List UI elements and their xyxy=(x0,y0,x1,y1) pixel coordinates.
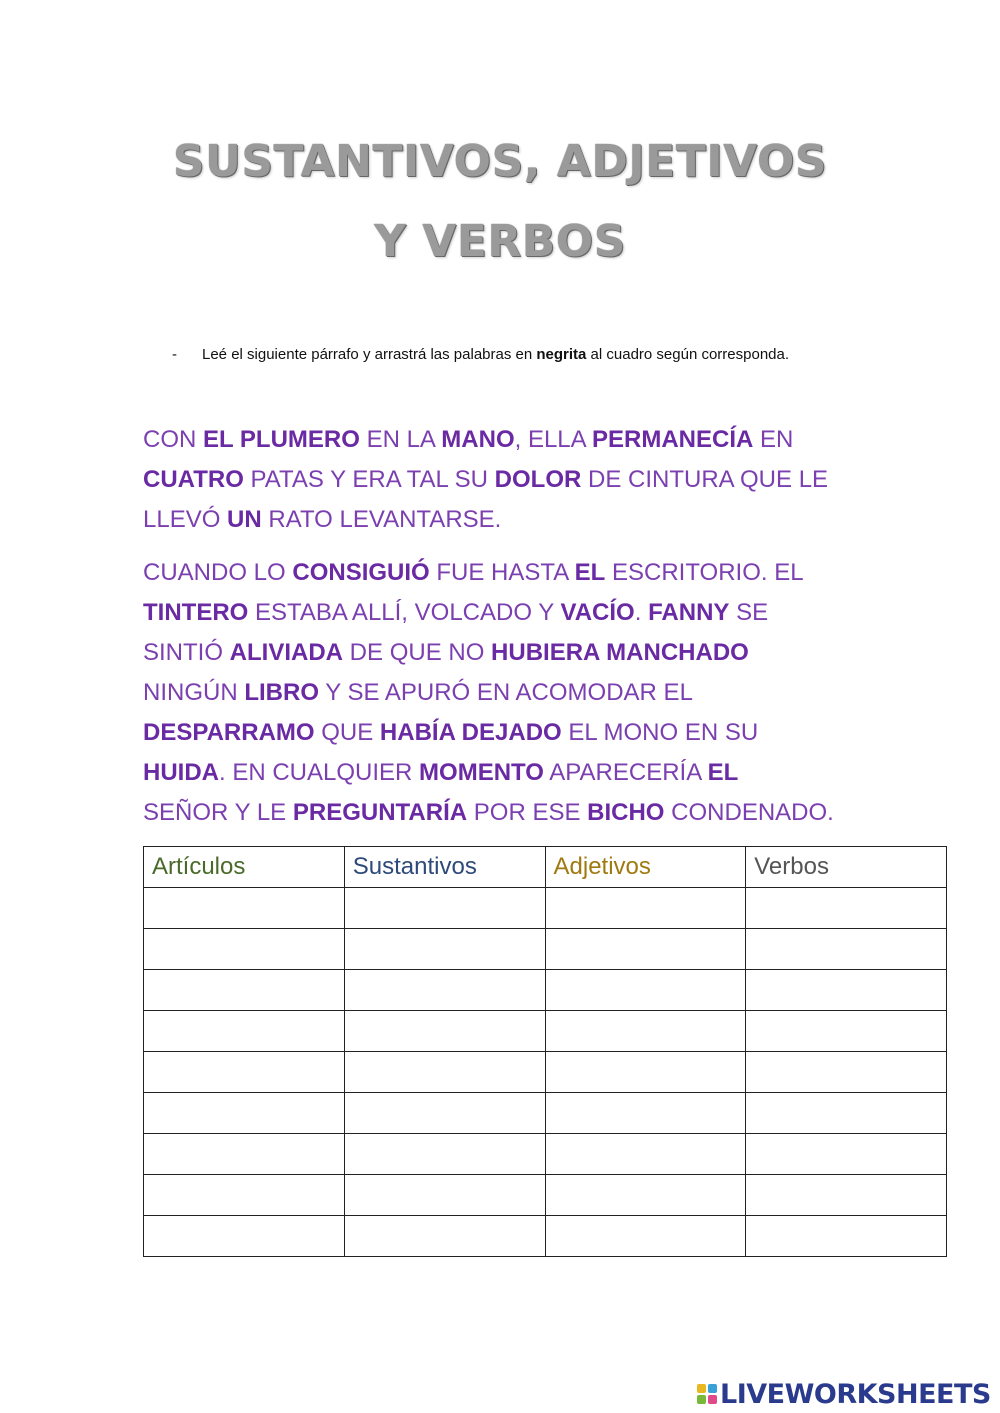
paragraph-line xyxy=(143,460,883,500)
drop-cell[interactable] xyxy=(144,970,345,1011)
draggable-word[interactable]: HABÍA DEJADO xyxy=(379,719,562,746)
logo-square xyxy=(708,1395,717,1404)
draggable-word[interactable]: TINTERO xyxy=(143,599,249,626)
table-header-adjetivos: Adjetivos xyxy=(545,847,746,888)
draggable-word[interactable]: BICHO xyxy=(587,799,665,826)
table-header-row xyxy=(144,847,947,888)
paragraph-text: . xyxy=(634,599,649,626)
paragraph-text: CONDENADO. xyxy=(664,799,834,826)
logo-square xyxy=(697,1395,706,1404)
table-header-verbos: Verbos xyxy=(746,847,947,888)
draggable-word[interactable]: DESPARRAMO xyxy=(143,719,315,746)
paragraph-text: DE QUE NO xyxy=(343,639,492,666)
paragraph-line xyxy=(143,673,883,713)
instruction-text-after: al cuadro según corresponda. xyxy=(586,346,790,363)
paragraph-line xyxy=(143,713,883,753)
paragraph-line xyxy=(143,420,883,460)
drop-cell[interactable] xyxy=(545,1052,746,1093)
paragraph-text: ESCRITORIO. EL xyxy=(605,559,804,586)
drop-cell[interactable] xyxy=(344,1052,545,1093)
paragraph-text: NINGÚN xyxy=(143,679,245,706)
drop-cell[interactable] xyxy=(144,1011,345,1052)
paragraph-text: . EN CUALQUIER xyxy=(219,759,420,786)
drop-cell[interactable] xyxy=(144,1216,345,1257)
drop-cell[interactable] xyxy=(746,1011,947,1052)
paragraph-text: EN xyxy=(753,426,794,453)
table-row xyxy=(144,1011,947,1052)
draggable-word[interactable]: DOLOR xyxy=(494,466,582,493)
paragraph-1 xyxy=(143,420,883,540)
draggable-word[interactable]: LIBRO xyxy=(244,679,320,706)
drop-cell[interactable] xyxy=(344,1134,545,1175)
table-row xyxy=(144,1134,947,1175)
drop-cell[interactable] xyxy=(545,1134,746,1175)
drop-cell[interactable] xyxy=(746,1175,947,1216)
table-row xyxy=(144,1216,947,1257)
page-title-line-2: Y VERBOS xyxy=(374,216,626,267)
paragraph-text: , ELLA xyxy=(514,426,592,453)
drop-cell[interactable] xyxy=(344,1093,545,1134)
instruction-bullet: - xyxy=(172,346,177,363)
paragraph-text: FUE HASTA xyxy=(429,559,575,586)
draggable-word[interactable]: PERMANECÍA xyxy=(592,426,754,453)
drop-cell[interactable] xyxy=(746,1093,947,1134)
instruction-bold-word: negrita xyxy=(536,346,587,363)
table-row xyxy=(144,1175,947,1216)
draggable-word[interactable]: UN xyxy=(227,506,262,533)
drop-cell[interactable] xyxy=(746,888,947,929)
drop-cell[interactable] xyxy=(545,1011,746,1052)
paragraph-line xyxy=(143,753,883,793)
paragraph-text: CON xyxy=(143,426,203,453)
table-row xyxy=(144,970,947,1011)
drop-cell[interactable] xyxy=(144,929,345,970)
page-title-line-1: SUSTANTIVOS, ADJETIVOS xyxy=(172,136,828,187)
logo-square xyxy=(708,1384,717,1393)
drop-cell[interactable] xyxy=(144,1175,345,1216)
paragraph-text: EL MONO EN SU xyxy=(561,719,759,746)
liveworksheets-logo[interactable] xyxy=(697,1378,991,1410)
paragraph-text: Y SE APURÓ EN ACOMODAR EL xyxy=(319,679,693,706)
classification-table xyxy=(143,846,947,1257)
draggable-word[interactable]: HUIDA xyxy=(143,759,219,786)
table-row xyxy=(144,1093,947,1134)
paragraph-text: SINTIÓ xyxy=(143,639,230,666)
instruction-text-before: Leé el siguiente párrafo y arrastrá las palabras en xyxy=(202,346,537,363)
drop-cell[interactable] xyxy=(746,1052,947,1093)
drop-cell[interactable] xyxy=(344,929,545,970)
paragraph-text: SE xyxy=(729,599,769,626)
drop-cell[interactable] xyxy=(144,1134,345,1175)
paragraph-text: CUANDO LO xyxy=(143,559,293,586)
draggable-word[interactable]: EL PLUMERO xyxy=(203,426,360,453)
drop-cell[interactable] xyxy=(344,888,545,929)
draggable-word[interactable]: PREGUNTARÍA xyxy=(292,799,468,826)
draggable-word[interactable]: MOMENTO xyxy=(419,759,544,786)
logo-text: LIVEWORKSHEETS xyxy=(720,1378,991,1410)
paragraph-text: PATAS Y ERA TAL SU xyxy=(243,466,495,493)
paragraph-text: QUE xyxy=(314,719,380,746)
paragraph-line xyxy=(143,633,883,673)
draggable-word[interactable]: EL xyxy=(574,559,606,586)
drop-cell[interactable] xyxy=(746,970,947,1011)
draggable-word[interactable]: ALIVIADA xyxy=(229,639,344,666)
draggable-word[interactable]: CUATRO xyxy=(143,466,244,493)
paragraph-text: APARECERÍA xyxy=(543,759,708,786)
paragraph-text: POR ESE xyxy=(467,799,588,826)
paragraph-line xyxy=(143,500,883,540)
paragraph-line xyxy=(143,553,883,593)
drop-cell[interactable] xyxy=(545,1175,746,1216)
paragraph-text: DE CINTURA QUE LE xyxy=(581,466,829,493)
drop-cell[interactable] xyxy=(344,970,545,1011)
paragraph-text: ESTABA ALLÍ, VOLCADO Y xyxy=(248,599,561,626)
table-row xyxy=(144,929,947,970)
draggable-word[interactable]: VACÍO xyxy=(560,599,635,626)
paragraph-text: EN LA xyxy=(359,426,442,453)
drop-cell[interactable] xyxy=(545,1093,746,1134)
drop-cell[interactable] xyxy=(545,1216,746,1257)
drop-cell[interactable] xyxy=(144,888,345,929)
table-row xyxy=(144,888,947,929)
drop-cell[interactable] xyxy=(344,1175,545,1216)
liveworksheets-logo-icon xyxy=(697,1384,717,1404)
drop-cell[interactable] xyxy=(746,929,947,970)
paragraph-line xyxy=(143,793,883,833)
drop-cell[interactable] xyxy=(545,888,746,929)
draggable-word[interactable]: HUBIERA MANCHADO xyxy=(491,639,749,666)
draggable-word[interactable]: EL xyxy=(707,759,739,786)
drop-cell[interactable] xyxy=(144,1052,345,1093)
drop-cell[interactable] xyxy=(144,1093,345,1134)
table-row xyxy=(144,1052,947,1093)
draggable-word[interactable]: CONSIGUIÓ xyxy=(292,559,430,586)
drop-cell[interactable] xyxy=(545,929,746,970)
drop-cell[interactable] xyxy=(344,1216,545,1257)
drop-cell[interactable] xyxy=(344,1011,545,1052)
table-header-sustantivos: Sustantivos xyxy=(344,847,545,888)
paragraph-text: LLEVÓ xyxy=(143,506,228,533)
drop-cell[interactable] xyxy=(545,970,746,1011)
instruction xyxy=(172,346,952,363)
paragraph-text: SEÑOR Y LE xyxy=(143,799,293,826)
logo-square xyxy=(697,1384,706,1393)
draggable-word[interactable]: MANO xyxy=(441,426,515,453)
drop-cell[interactable] xyxy=(746,1216,947,1257)
drop-cell[interactable] xyxy=(746,1134,947,1175)
paragraph-line xyxy=(143,593,883,633)
paragraph-text: RATO LEVANTARSE. xyxy=(261,506,502,533)
draggable-word[interactable]: FANNY xyxy=(648,599,730,626)
paragraph-2 xyxy=(143,553,883,833)
table-header-articulos: Artículos xyxy=(144,847,345,888)
